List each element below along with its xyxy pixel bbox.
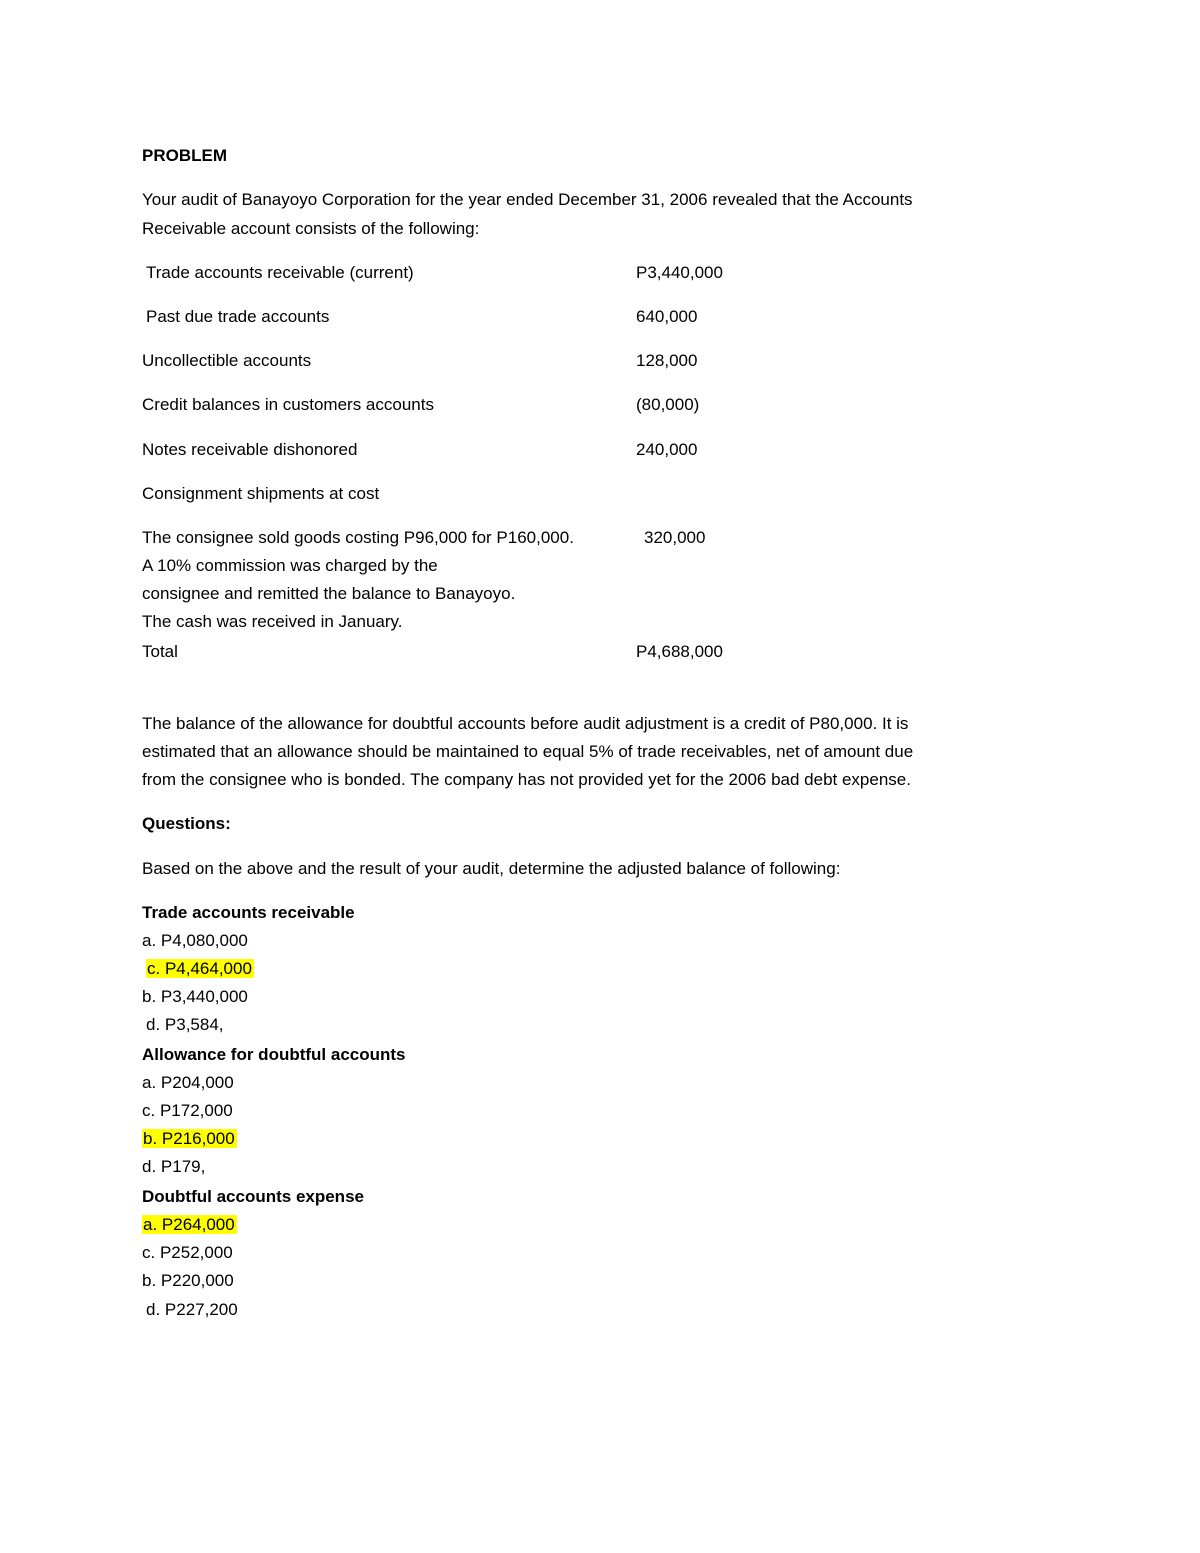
allowance-line-2: estimated that an allowance should be maintained to equal 5% of trade receivables, net of amount due: [142, 742, 914, 761]
total-label: Total: [142, 642, 178, 661]
option-text-highlighted: c. P4,464,000: [147, 959, 252, 978]
consignee-line-4: The cash was received in January.: [142, 612, 403, 631]
questions-intro: Based on the above and the result of your audit, determine the adjusted balance of following:: [142, 859, 841, 878]
consignee-line-3: consignee and remitted the balance to Banayoyo.: [142, 584, 516, 603]
option-text: a. P204,000: [142, 1073, 234, 1092]
account-label: Uncollectible accounts: [142, 351, 312, 370]
option-text: b. P220,000: [142, 1271, 234, 1290]
option-item: [146, 958, 254, 980]
option-text: d. P179,: [142, 1157, 206, 1176]
account-amount: (80,000): [636, 395, 700, 414]
option-item: [142, 1242, 233, 1264]
account-label: Notes receivable dishonored: [142, 440, 358, 459]
option-item: [142, 1100, 233, 1122]
option-item: [146, 1299, 238, 1321]
total-amount: P4,688,000: [636, 642, 723, 661]
consignee-line-2: A 10% commission was charged by the: [142, 556, 438, 575]
option-text: c. P252,000: [142, 1243, 233, 1262]
account-amount: P3,440,000: [636, 263, 723, 282]
allowance-line-1: The balance of the allowance for doubtful accounts before audit adjustment is a credit of P80,000. It is: [142, 714, 909, 733]
option-item: [142, 1072, 234, 1094]
account-amount: 128,000: [636, 351, 698, 370]
option-text: c. P172,000: [142, 1101, 233, 1120]
option-text: b. P3,440,000: [142, 987, 248, 1006]
option-item: [142, 1156, 205, 1178]
questions-heading: Questions:: [142, 814, 231, 833]
option-item: [142, 1270, 234, 1292]
account-label: Credit balances in customers accounts: [142, 395, 434, 414]
option-item: [146, 1014, 224, 1036]
option-item: [142, 930, 248, 952]
account-label: Past due trade accounts: [146, 307, 330, 326]
account-label: Consignment shipments at cost: [142, 484, 380, 503]
option-text-highlighted: b. P216,000: [143, 1129, 235, 1148]
account-amount: 240,000: [636, 440, 698, 459]
option-item: [142, 986, 248, 1008]
option-text: a. P4,080,000: [142, 931, 248, 950]
allowance-line-3: from the consignee who is bonded. The company has not provided yet for the 2006 bad debt expense.: [142, 770, 911, 789]
question-title: Trade accounts receivable: [142, 903, 355, 922]
question-title: Doubtful accounts expense: [142, 1187, 364, 1206]
consignee-amount: 320,000: [644, 528, 706, 547]
question-title: Allowance for doubtful accounts: [142, 1045, 406, 1064]
intro-line-2: Receivable account consists of the following:: [142, 219, 480, 238]
problem-heading: PROBLEM: [142, 146, 227, 165]
account-amount: 640,000: [636, 307, 698, 326]
intro-line-1: Your audit of Banayoyo Corporation for the year ended December 31, 2006 revealed that the Accounts: [142, 190, 913, 209]
option-text: d. P227,200: [146, 1300, 238, 1319]
option-item: [142, 1214, 237, 1236]
option-text-highlighted: a. P264,000: [143, 1215, 235, 1234]
account-label: Trade accounts receivable (current): [146, 263, 414, 282]
option-text: d. P3,584,: [146, 1015, 224, 1034]
option-item: [142, 1128, 237, 1150]
consignee-line-1: The consignee sold goods costing P96,000 for P160,000.: [142, 528, 574, 547]
